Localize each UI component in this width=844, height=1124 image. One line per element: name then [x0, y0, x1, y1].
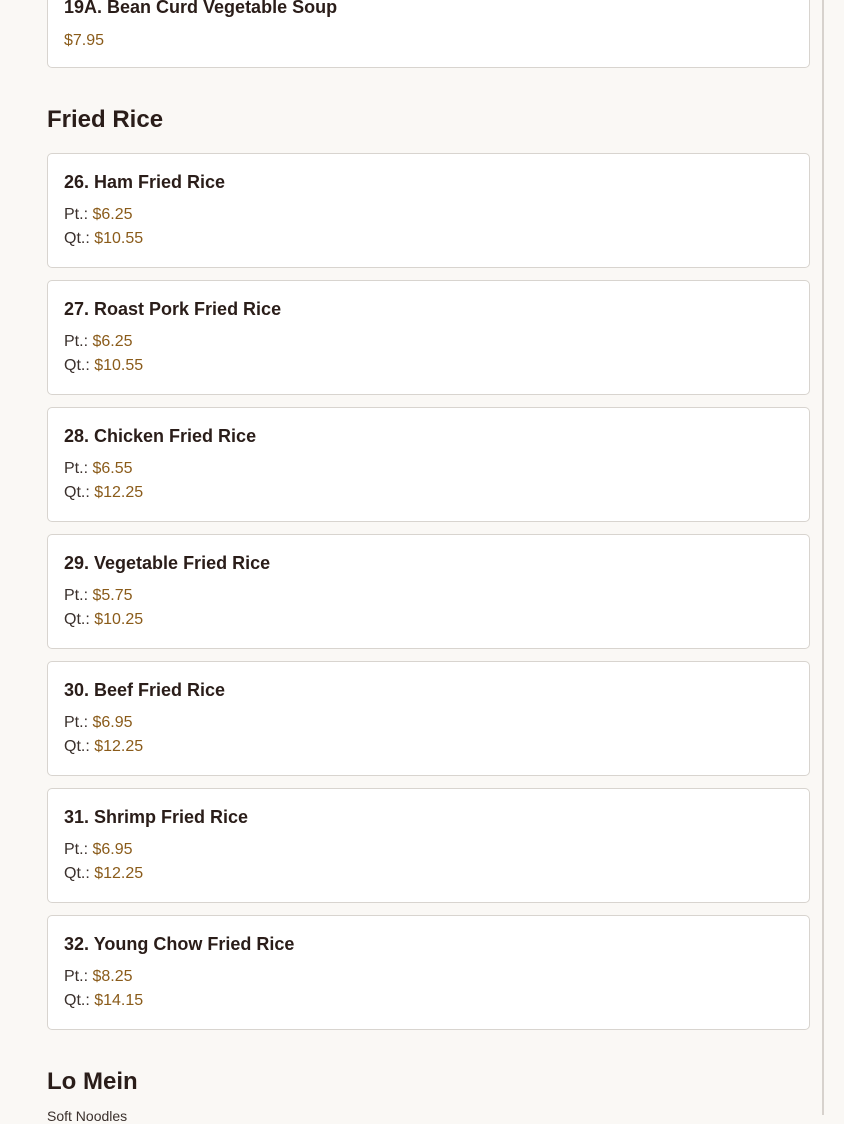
section-title-lo-mein: Lo Mein [47, 1068, 138, 1095]
section-title-fried-rice: Fried Rice [47, 106, 164, 133]
pint-price-row [64, 206, 133, 224]
quart-price-row [64, 992, 143, 1010]
pint-price: $6.25 [92, 206, 133, 223]
quart-label: Qt.: [64, 357, 90, 374]
quart-label: Qt.: [64, 738, 90, 755]
pint-label: Pt.: [64, 841, 89, 858]
pint-label: Pt.: [64, 587, 89, 604]
pint-label: Pt.: [64, 333, 89, 350]
pint-price: $8.25 [92, 968, 133, 985]
pint-price: $6.95 [92, 841, 133, 858]
menu-item-title: 19A. Bean Curd Vegetable Soup [64, 0, 338, 17]
pint-label: Pt.: [64, 714, 89, 731]
pint-label: Pt.: [64, 460, 89, 477]
pint-label: Pt.: [64, 206, 89, 223]
menu-item-title: 28. Chicken Fried Rice [64, 426, 257, 446]
menu-item-price: $7.95 [64, 32, 105, 49]
quart-label: Qt.: [64, 865, 90, 882]
pint-price: $6.25 [92, 333, 133, 350]
menu-item-title: 27. Roast Pork Fried Rice [64, 299, 282, 319]
quart-price: $10.55 [94, 357, 144, 374]
menu-item-card-31[interactable] [47, 788, 810, 903]
quart-label: Qt.: [64, 484, 90, 501]
menu-item-card-29[interactable] [47, 534, 810, 649]
menu-item-card-19a[interactable] [47, 0, 810, 68]
quart-price: $12.25 [94, 738, 144, 755]
quart-price: $12.25 [94, 865, 144, 882]
section-subtitle-lo-mein: Soft Noodles [47, 1108, 128, 1124]
quart-price: $12.25 [94, 484, 144, 501]
menu-item-title: 32. Young Chow Fried Rice [64, 934, 295, 954]
page-right-divider [822, 0, 824, 1115]
quart-price: $10.25 [94, 611, 144, 628]
pint-price-row [64, 714, 133, 732]
quart-price-row [64, 738, 143, 756]
quart-price-row [64, 865, 143, 883]
pint-label: Pt.: [64, 968, 89, 985]
quart-price: $14.15 [94, 992, 144, 1009]
menu-item-title: 26. Ham Fried Rice [64, 172, 226, 192]
menu-item-card-28[interactable] [47, 407, 810, 522]
menu-item-title: 30. Beef Fried Rice [64, 680, 226, 700]
pint-price-row [64, 968, 133, 986]
menu-item-title: 29. Vegetable Fried Rice [64, 553, 271, 573]
pint-price: $5.75 [92, 587, 133, 604]
quart-price-row [64, 357, 143, 375]
quart-price-row [64, 611, 143, 629]
menu-item-card-27[interactable] [47, 280, 810, 395]
menu-item-card-30[interactable] [47, 661, 810, 776]
quart-label: Qt.: [64, 611, 90, 628]
quart-price-row [64, 484, 143, 502]
quart-price: $10.55 [94, 230, 144, 247]
quart-label: Qt.: [64, 230, 90, 247]
pint-price-row [64, 333, 133, 351]
pint-price-row [64, 587, 133, 605]
menu-item-card-32[interactable] [47, 915, 810, 1030]
pint-price: $6.95 [92, 714, 133, 731]
quart-price-row [64, 230, 143, 248]
quart-label: Qt.: [64, 992, 90, 1009]
menu-item-card-26[interactable] [47, 153, 810, 268]
pint-price-row [64, 841, 133, 859]
pint-price-row [64, 460, 133, 478]
menu-item-title: 31. Shrimp Fried Rice [64, 807, 249, 827]
pint-price: $6.55 [92, 460, 133, 477]
